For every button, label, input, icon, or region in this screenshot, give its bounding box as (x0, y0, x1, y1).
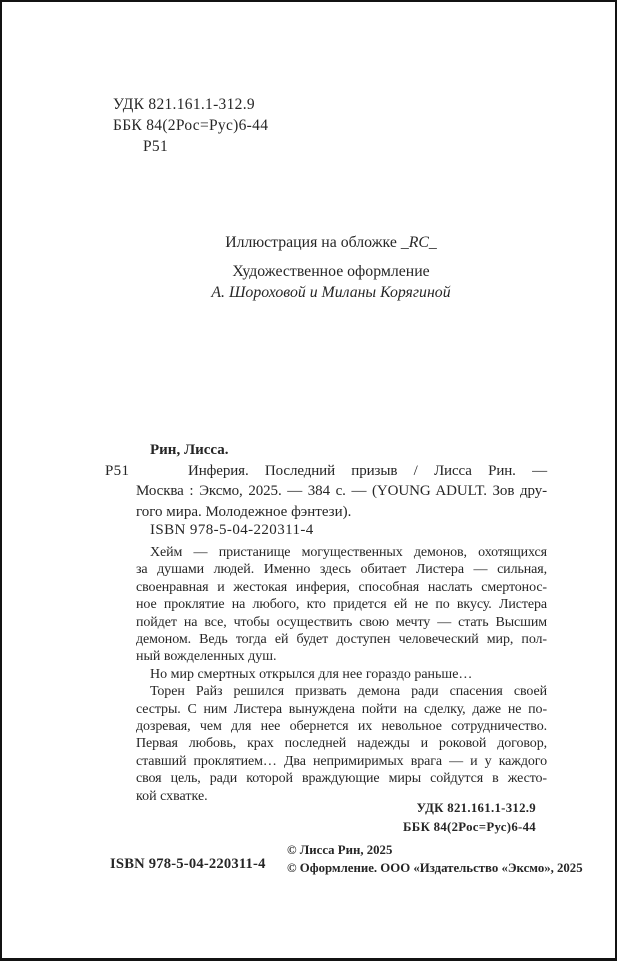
annotation-line: демоном. Ведь тогда ей будет доступен человеческий мир, пол- (136, 632, 547, 648)
bbk-line-bottom: ББК 84(2Рос=Рус)6-44 (403, 819, 536, 834)
catalog-isbn: ISBN 978-5-04-220311-4 (150, 522, 314, 538)
annotation-line: сестры. С ним Листера вынуждена пойти на сделку, даже не по- (136, 701, 547, 717)
footer-isbn: ISBN 978-5-04-220311-4 (110, 856, 266, 872)
annotation-line: Но мир смертных открылся для нее гораздо раньше… (150, 666, 473, 682)
annotation-line: пойдет на все, чтобы осуществить свою мечту — стать Высшим (136, 614, 547, 630)
design-credit-names: А. Шороховой и Миланы Корягиной (211, 283, 451, 301)
classification-codes-bottom (403, 799, 536, 836)
design-credit-heading: Художественное оформление (232, 263, 430, 280)
annotation-line: Первая любовь, крах последней надежды и роковой договор, (136, 736, 547, 752)
catalog-author-sign: Р51 (105, 462, 130, 479)
catalog-line: Инферия. Последний призыв / Лисса Рин. — (188, 462, 547, 479)
annotation-line: ное проклятие на любого, кто придется ей не по вкусу. Листера (136, 597, 547, 613)
annotation-line: своя цель, ради которой враждующие миры сойдутся в жесто- (136, 771, 547, 787)
annotation-paragraph (136, 544, 547, 666)
annotation-line: дозревая, чем для нее обернется их невольное сотрудничество. (136, 719, 547, 735)
cover-credit-text: Иллюстрация на обложке (225, 234, 401, 251)
catalog-line: гого мира. Молодежное фэнтези). (136, 504, 352, 521)
annotation-line: за душами людей. Именно здесь обитает Листера — сильная, (136, 562, 547, 578)
annotation-line: Торен Райз решился призвать демона ради спасения своей (150, 684, 547, 700)
annotation-line: Хейм — пристанище могущественных демонов, охотящихся (150, 545, 547, 560)
copyright-block (287, 841, 583, 877)
cover-illustration-credit (136, 232, 526, 253)
copyright-author-line: © Лисса Рин, 2025 (287, 843, 393, 857)
design-credit (136, 262, 526, 303)
author-sign: Р51 (143, 138, 169, 155)
bbk-line: ББК 84(2Рос=Рус)6-44 (113, 117, 269, 134)
catalog-card (105, 440, 547, 523)
annotation-line: ставший проклятием… Два непримиримых врага — и у каждого (136, 753, 547, 769)
udk-line: УДК 821.161.1-312.9 (113, 96, 255, 113)
udk-line-bottom: УДК 821.161.1-312.9 (416, 801, 536, 815)
copyright-design-line: © Оформление. ООО «Издательство «Эксмо», 2025 (287, 861, 583, 875)
cover-artist-name: _RC_ (400, 234, 437, 251)
catalog-author-heading: Рин, Лисса. (150, 442, 229, 458)
annotation-line: ный вожделенных душ. (136, 649, 277, 665)
annotation-paragraph (136, 666, 547, 683)
annotation-paragraph (136, 683, 547, 805)
annotation-line: своенравная и жестокая инферия, способная наслать смертонос- (136, 579, 547, 595)
catalog-line: Москва : Эксмо, 2025. — 384 с. — (YOUNG ADULT. Зов дру- (136, 483, 547, 500)
annotation-text (136, 544, 547, 805)
annotation-line: кой схватке. (136, 788, 208, 804)
classification-codes-top (113, 94, 268, 157)
